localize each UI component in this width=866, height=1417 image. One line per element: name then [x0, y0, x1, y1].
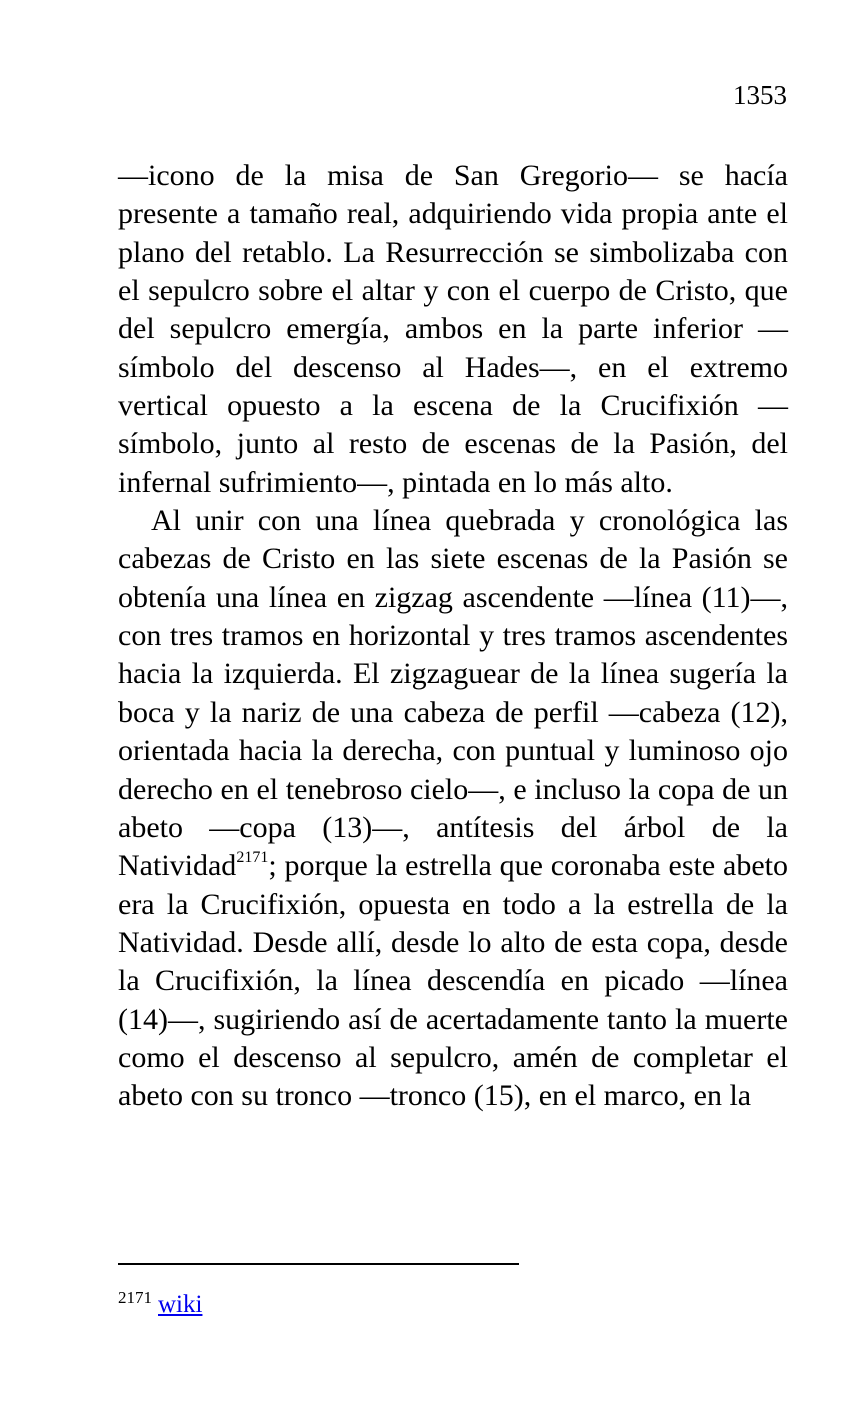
body-text	[118, 157, 788, 1116]
page-number: 1353	[733, 80, 787, 110]
footnote-link[interactable]: wiki	[158, 1291, 203, 1318]
footnote	[118, 1281, 202, 1322]
footnote-number: 2171	[118, 1288, 152, 1307]
paragraph	[118, 157, 788, 502]
footnote-reference[interactable]: 2171	[236, 849, 269, 867]
paragraph-text: Al unir con una línea quebrada y cronológica las cabezas de Cristo en las siete escenas de la Pasión se obtenía una línea en zigzag ascendente —línea (11)—, con tres tramos en horizontal y tres tramos ascendentes hacia la izquierda. El zigzaguear de la línea sugería la boca y la nariz de una cabeza de perfil —cabeza (12), orientada hacia la derecha, con puntual y luminoso ojo derecho en el tenebroso cielo—, e incluso la copa de un abeto —copa (13)—, antítesis del árbol de la Natividad	[118, 504, 788, 883]
paragraph-text: ; porque la estrella que coronaba este abeto era la Crucifixión, opuesta en todo a la estrella de la Natividad. Desde allí, desde lo alto de esta copa, desde la Crucifixión, la línea descendía en picado —línea (14)—, sugiriendo así de acertadamente tanto la muerte como el descenso al sepulcro, amén de completar el abeto con su tronco —tronco (15), en el marco, en la	[118, 849, 788, 1113]
paragraph	[118, 502, 788, 1116]
footnote-divider	[118, 1263, 519, 1265]
paragraph-text: —icono de la misa de San Gregorio— se hacía presente a tamaño real, adquiriendo vida propia ante el plano del retablo. La Resurrección se simbolizaba con el sepulcro sobre el altar y con el cuerpo de Cristo, que del sepulcro emergía, ambos en la parte inferior —símbolo del descenso al Hades—, en el extremo vertical opuesto a la escena de la Crucifixión —símbolo, junto al resto de escenas de la Pasión, del infernal sufrimiento—, pintada en lo más alto.	[118, 159, 788, 499]
